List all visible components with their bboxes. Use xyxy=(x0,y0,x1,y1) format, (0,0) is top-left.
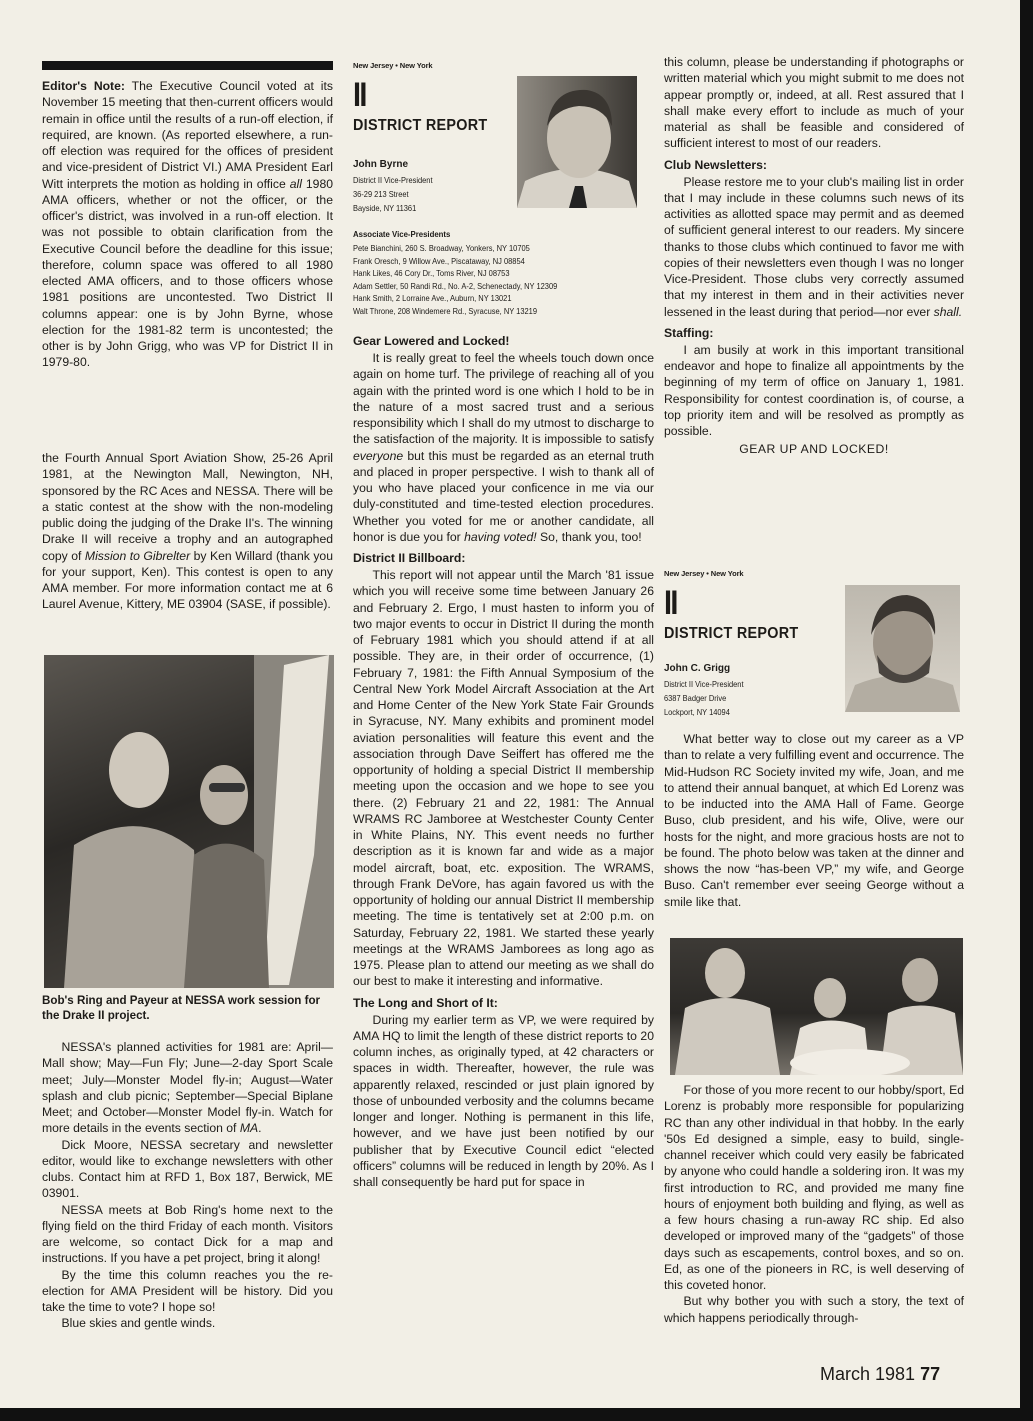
vp-city: Bayside, NY 11361 xyxy=(353,202,417,213)
text-run: NESSA meets at Bob Ring's home next to the flying field on the third Friday of each month. Visitors are welcome, so contact Dick for a map and instructions. If you have a pet project, bring it along! xyxy=(42,1202,333,1266)
portrait-image xyxy=(517,76,637,208)
vp-name: John Byrne xyxy=(353,158,409,170)
paragraph xyxy=(42,1137,333,1202)
photo-caption: Bob's Ring and Payeur at NESSA work session for the Drake II project. xyxy=(42,994,321,1022)
district-report-title: DISTRICT REPORT xyxy=(664,625,799,643)
paragraph xyxy=(42,1315,333,1331)
vp-street: 36-29 213 Street xyxy=(353,188,409,199)
scan-edge-bottom xyxy=(0,1408,1033,1421)
paragraph xyxy=(664,1293,964,1326)
editor-note xyxy=(42,78,333,371)
paragraph xyxy=(42,78,333,371)
page-number: 77 xyxy=(920,1364,941,1384)
associate-vp: Pete Bianchini, 260 S. Broadway, Yonkers, NY 10705 xyxy=(353,244,530,253)
text-run: but this must be regarded as an eternal truth and placed in proper perspective. I wish to thank all of you who have placed your conficence in me via our duly-constituted and time-tested election procedures. Whether you voted for me or another candidate, all honor is due you for xyxy=(353,448,654,544)
paragraph xyxy=(664,54,964,152)
text-run: What better way to close out my career as a VP than to relate a very fulfilling event and occurrence. The Mid-Hudson RC Society invited my wife, Joan, and me to attend their annual banquet, at which Ed Lorenz was to be inducted into the AMA Hall of Fame. George Buso, club president, and his wife, Olive, were our hosts for the night, and more gracious hosts are not to be found. The photo below was taken at the dinner and shows the now “has-been VP,” my wife, and George Buso. Can't remember ever seeing George without a smile like that. xyxy=(664,732,964,909)
paragraph xyxy=(42,450,333,613)
text-run: the Fourth Annual Sport Aviation Show, 25-26 April 1981, at the Newington Mall, Newington, NH, sponsored by the RC Aces and NESSA. There will be a static contest at the show with the non-modeling public doing the judging of the Drake II's. The winning Drake II will receive a trophy and an autographed copy of xyxy=(42,451,333,563)
associate-vp-list xyxy=(353,243,654,319)
vp-street: 6387 Badger Drive xyxy=(664,692,727,703)
grigg-portrait-photo xyxy=(845,585,960,712)
text-run: But why bother you with such a story, the text of which happens periodically through- xyxy=(664,1294,964,1325)
paragraph xyxy=(42,1039,333,1137)
italic-run: all xyxy=(289,176,302,191)
text-run: by Ken Willard (thank you for your support, Ken). This contest is open to any AMA member. For more information contact me at 6 Laurel Avenue, Kittery, ME 03904 (SASE, if possible). xyxy=(42,548,333,612)
lead-label: Editor's Note: xyxy=(42,79,125,93)
byrne-column-continued xyxy=(664,54,964,458)
text-run: It is really great to feel the wheels touch down once again on home turf. The privilege of reaching all of you again with the printed word is one which I hold to be in the nature of a most sacred trust and a serious responsibility which I shall do my utmost to discharge to the satisfaction of the majority. It is impossible to satisfy xyxy=(353,351,654,447)
associate-vp: Hank Likes, 46 Cory Dr., Toms River, NJ 08753 xyxy=(353,269,510,279)
byrne-column-body xyxy=(353,328,654,1190)
associate-vp: Hank Smith, 2 Lorraine Ave., Auburn, NY 13021 xyxy=(353,294,512,304)
paragraph xyxy=(353,567,654,990)
text-run: NESSA's planned activities for 1981 are: April—Mall show; May—Fun Fly; June—2-day Sport Scale meet; July—Monster Model fly-in; August—Water splash and club picnic; September—Special Biplane Meet; and October—Monster Model fly-in. Watch for more details in the events section of xyxy=(42,1040,333,1136)
italic-run: Mission to Gibrelter xyxy=(84,548,191,563)
vp-role: District II Vice-President xyxy=(664,678,744,689)
district-states: New Jersey • New York xyxy=(664,569,744,578)
vp-city: Lockport, NY 14094 xyxy=(664,706,730,717)
text-run: Please restore me to your club's mailing list in order that I may include in these columns such news of its activities as allotted space may permit and as deemed of sufficient general interest to our readers. My sincere thanks to those clubs which continued to favor me with copies of their newsletters even though I was no longer Vice-President. Those clubs very correctly assumed that my interest in them and in their activities never lessened in the least during that period—nor ever xyxy=(664,174,964,319)
paragraph xyxy=(42,1267,333,1316)
vp-name: John C. Grigg xyxy=(664,662,731,674)
text-run: Blue skies and gentle winds. xyxy=(61,1316,216,1331)
photo-image xyxy=(44,655,334,988)
text-run: This report will not appear until the March '81 issue which you will receive some time between January 26 and February 2. Ergo, I must hasten to inform you of two major events to occur in District II during the month of February 1981 which you should attend if at all possible. They are, in their order of occurrence, (1) February 7, 1981: the Fifth Annual Symposium of the Central New York Model Aircraft Association at the Art and Home Center of the New York State Fair Grounds in Syracuse, NY. Many exhibits and prominent model aviation personalities will feature this event and the association through Dave Seiffert has offered me the opportunity of holding a special District II membership meeting upon the occasion and we hope to see you there. (2) February 21 and 22, 1981: The Annual WRAMS RC Jamboree at Westchester County Center in White Plains, NY. This event needs no further description as it is known far and wide as a major model aircraft, boat, etc. exposition. The WRAMS, through Frank DeVore, has again favored us with the opportunity of holding our annual District II membership meeting. The time is tentatively set at 2:00 p.m. on Saturday, February 22, 1981. We started these yearly meetings at the WRAMS Jamborees as long ago as 1975. Please plan to attend our meeting as we shall do our best to make it interesting and informative. xyxy=(353,568,654,989)
vp-role: District II Vice-President xyxy=(353,174,433,185)
paragraph xyxy=(353,1012,654,1191)
issue-date: March 1981 xyxy=(820,1364,916,1384)
scan-edge-right xyxy=(1020,0,1033,1421)
district-states: New Jersey • New York xyxy=(353,61,433,70)
italic-run: everyone xyxy=(353,448,404,463)
associate-vp: Frank Oresch, 9 Willow Ave., Piscataway, NJ 08854 xyxy=(353,256,525,266)
associate-vp: Walt Throne, 208 Windemere Rd., Syracuse, NY 13219 xyxy=(353,306,538,316)
district-numeral: II xyxy=(664,584,677,623)
closing-line: GEAR UP AND LOCKED! xyxy=(739,442,889,457)
text-run: So, thank you, too! xyxy=(536,529,642,544)
paragraph xyxy=(664,342,964,440)
paragraph xyxy=(664,731,964,910)
text-run: . xyxy=(258,1121,262,1136)
paragraph xyxy=(353,350,654,545)
text-run: 1980 AMA officers, whether or not the officer, or the officer's district, was involved in a run-off election. It was not possible to obtain clarification from the Executive Council before the deadline for this issue; therefore, column space was offered to all 1980 elected AMA officers, and to those officers whose 1981 positions are uncontested. Two District II columns appear: one is by John Byrne, whose election for the 1981-82 term is uncontested; the other is by John Grigg, who was VP for District II in 1979-80. xyxy=(42,176,333,370)
section-heading: The Long and Short of It: xyxy=(353,995,498,1010)
associate-vp: Adam Settler, 50 Randi Rd., No. A-2, Schenectady, NY 12309 xyxy=(353,281,558,291)
text-run: The Executive Council voted at its November 15 meeting that then-current officers would remain in office until the results of a run-off election, if required, are known. (As reported elsewhere, a run-off election was required for the offices of president and vice-president of District VI.) AMA President Earl Witt interprets the motion as holding in office xyxy=(42,79,333,191)
banquet-photo xyxy=(670,938,963,1075)
italic-run: having voted! xyxy=(464,529,537,544)
page-footer xyxy=(820,1364,940,1385)
italic-run: MA xyxy=(239,1121,259,1136)
photo-image xyxy=(670,938,963,1075)
section-heading: Club Newsletters: xyxy=(664,157,767,172)
section-heading: Staffing: xyxy=(664,325,714,340)
section-heading: Gear Lowered and Locked! xyxy=(353,334,510,348)
text-run: Dick Moore, NESSA secretary and newsletter editor, would like to exchange newsletters with other clubs. Contact him at RFD 1, Box 187, Berwick, ME 03901. xyxy=(42,1137,333,1201)
grigg-column-body-continued xyxy=(664,1082,964,1326)
text-run: this column, please be understanding if photographs or written material which you might submit to me does not appear promptly or, indeed, at all. Rest assured that I shall make every effort to include as much of your material as shall be feasible and considered of sufficient interest to most of our readers. xyxy=(664,55,964,151)
nessa-work-session-photo xyxy=(44,655,334,988)
text-run: By the time this column reaches you the re-election for AMA President will be history. Did you take the time to vote? I hope so! xyxy=(42,1267,333,1314)
portrait-image xyxy=(845,585,960,712)
text-run: I am busily at work in this important transitional endeavor and hope to finalize all appointments by the beginning of my term of office on January 1, 1981. Responsibility for contest coordination is, of course, a top priority item and will be resolved as promptly as possible. xyxy=(664,342,964,438)
italic-run: shall. xyxy=(933,304,963,319)
district-numeral: II xyxy=(353,76,366,115)
editor-note-rule xyxy=(42,61,333,70)
paragraph xyxy=(42,1202,333,1267)
paragraph xyxy=(664,1082,964,1293)
district-report-title: DISTRICT REPORT xyxy=(353,117,488,135)
text-run: For those of you more recent to our hobby/sport, Ed Lorenz is probably more responsible for popularizing RC than any other individual in that hobby. In the early '50s Ed designed a simple, easy to build, single-channel receiver which could very easily be fabricated by anyone who could handle a soldering iron. It was my first introduction to RC, and provided me many fine hours of enjoyment both building and flying, as well as a few hours chasing a run-away RC ship. Ed also developed or improved many of the “gadgets” of those days such as escapements, control boxes, and so on. Ed, as one of the pioneers in RC, is well deserving of this coveted honor. xyxy=(664,1083,964,1292)
byrne-portrait-photo xyxy=(517,76,637,208)
paragraph xyxy=(664,174,964,320)
grigg-column-body xyxy=(664,731,964,910)
section-heading: District II Billboard: xyxy=(353,551,466,565)
nessa-column-body xyxy=(42,1039,333,1332)
nessa-column-continued xyxy=(42,450,333,613)
associate-vp-heading: Associate Vice-Presidents xyxy=(353,229,451,239)
text-run: During my earlier term as VP, we were required by AMA HQ to limit the length of these district reports to 20 column inches, as originally typed, at 42 characters or spaces in width. Thereafter, however, the rule was apparently relaxed, rescinded or just plain ignored by those of unbounded verbosity and the columns became longer and longer. Nothing is permanent in this life, however, and we have just been notified by our publisher that by Executive Council edict “elected officers” columns will be reduced in length by 20%. As I shall consequently be hard put for space in xyxy=(353,1012,654,1189)
